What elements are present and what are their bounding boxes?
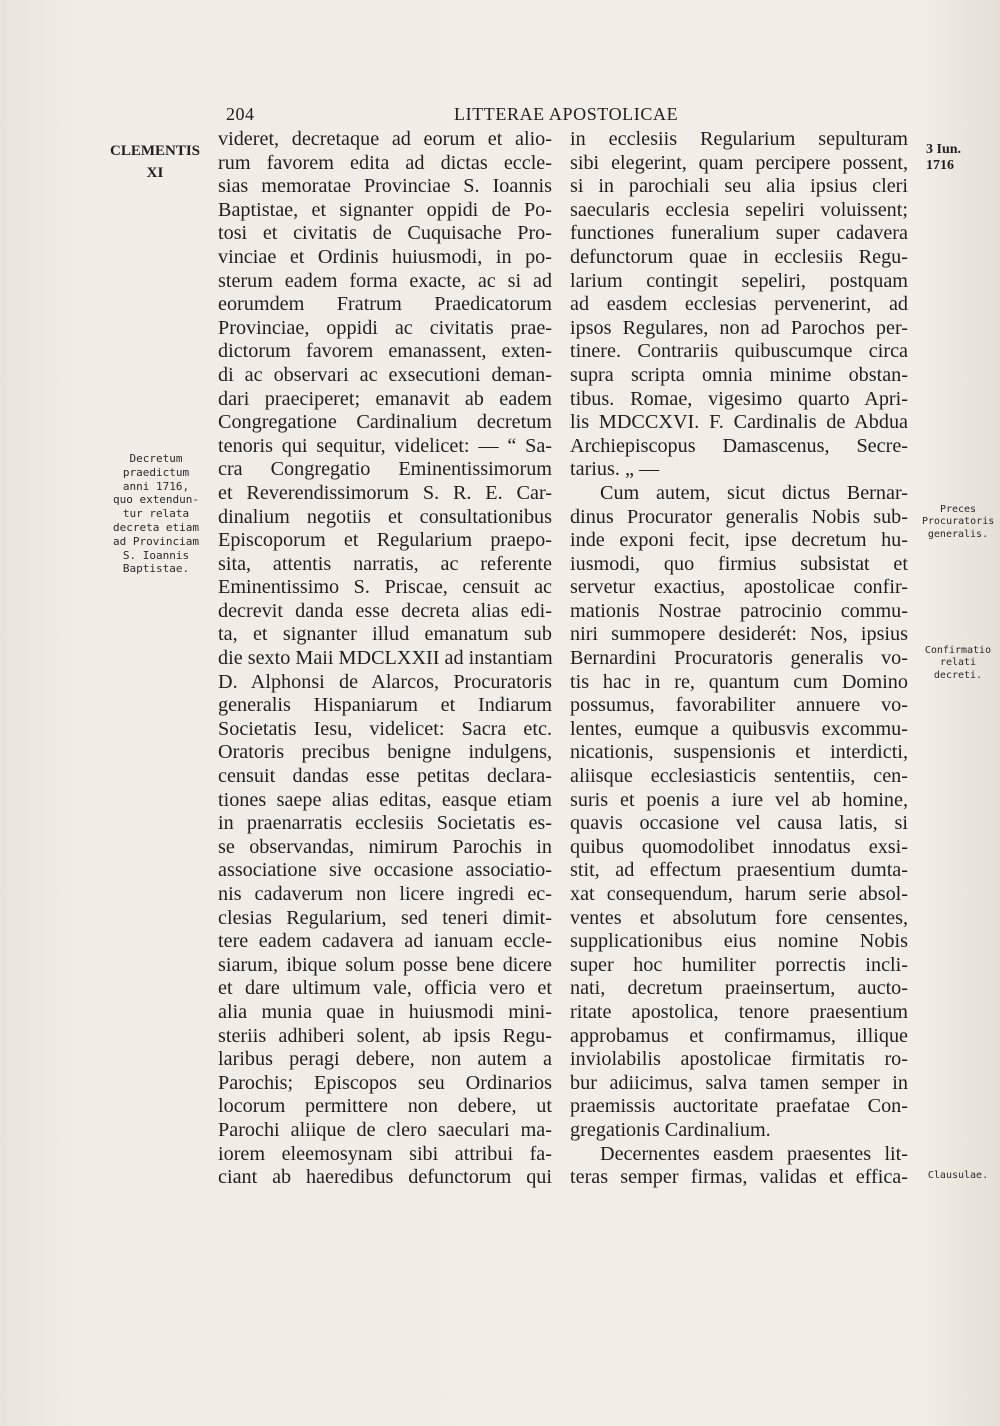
text-line: aliisque ecclesiasticis sententiis, cen- <box>570 765 908 788</box>
note-line: Procuratoris <box>922 516 995 528</box>
text-line: videret, decretaque ad eorum et alio- <box>218 128 552 150</box>
text-line: dinus Procurator generalis Nobis sub- <box>570 505 908 528</box>
text-line: Decernentes easdem praesentes lit- <box>600 1142 908 1165</box>
text-line: di ac observari ac exsecutioni deman- <box>218 363 552 386</box>
text-line: iusmodi, quo firmius subsistat et <box>570 552 908 575</box>
text-line: censuit dandas esse petitas declara- <box>218 765 552 788</box>
text-line: sias memoratae Provinciae S. Ioannis <box>218 175 552 198</box>
left-marginal-note <box>100 452 212 576</box>
note-line: Baptistae. <box>122 562 190 576</box>
text-line: in ecclesiis Regularium sepulturam <box>570 128 908 150</box>
text-line: locorum permittere non debere, ut <box>218 1095 552 1118</box>
text-line: possumus, favorabiliter annuere vo- <box>570 694 908 717</box>
text-line: eorumdem Fratrum Praedicatorum <box>218 293 552 316</box>
text-line: supra scripta omnia minime obstan- <box>570 363 908 386</box>
text-line: laribus peragi debere, non autem a <box>218 1048 552 1071</box>
text-line: dari praeciperet; emanavit ab eadem <box>218 387 552 410</box>
text-line: ipsos Regulares, non ad Parochos per- <box>570 316 908 339</box>
text-line: iorem eleemosynam sibi attribui fa- <box>218 1142 552 1165</box>
right-text-column <box>570 128 908 1190</box>
note-line: generalis. <box>927 528 989 540</box>
note-line: relati decreti. <box>933 657 983 681</box>
pope-name: CLEMENTIS <box>109 143 201 159</box>
text-line: et Reverendissimorum S. R. E. Car- <box>218 481 552 504</box>
text-line: mationis Nostrae patrocinio commu- <box>570 599 908 622</box>
text-line: si in parochiali seu alia ipsius cleri <box>570 175 908 198</box>
text-line: Parochis; Episcopos seu Ordinarios <box>218 1071 552 1094</box>
text-line: inviolabilis apostolicae firmitatis ro- <box>570 1048 908 1071</box>
text-line: ritate apostolica, tenore praesentium <box>570 1000 908 1023</box>
text-line: sita, attentis narratis, ac referente <box>218 552 552 575</box>
text-line: Baptistae, et signanter oppidi de Po- <box>218 198 552 221</box>
text-line: tenoris qui sequitur, videlicet: — “ Sa- <box>218 434 552 457</box>
text-line: supplicationibus eius nomine Nobis <box>570 930 908 953</box>
date-marginal: 3 Iun. 1716 <box>926 142 962 173</box>
text-line: xat consequendum, harum serie absol- <box>570 883 908 905</box>
note-line: Decretum <box>129 452 183 465</box>
text-line: tosi et civitatis de Cuquisache Pro- <box>218 222 552 245</box>
text-line: tibus. Romae, vigesimo quarto Apri- <box>570 387 908 410</box>
text-line: bur adiicimus, salva tamen semper in <box>570 1071 908 1094</box>
text-line: se observandas, nimirum Parochis in <box>218 835 552 858</box>
text-line: ta, et signanter illud emanatum sub <box>218 623 552 646</box>
text-line: ciant ab haeredibus defunctorum qui <box>218 1166 552 1189</box>
text-line: Provinciae, oppidi ac civitatis prae- <box>218 316 552 339</box>
text-line: Eminentissimo S. Priscae, censuit ac <box>218 576 552 599</box>
note-line: decreta etiam <box>112 520 200 534</box>
text-line: in praenarratis ecclesiis Societatis es- <box>218 812 552 835</box>
text-line: et dare ultimum vale, officia vero et <box>218 977 552 1000</box>
text-line: generalis Hispaniarum et Indiarum <box>218 694 552 717</box>
text-line: Episcoporum et Regularium praepo- <box>218 529 552 552</box>
text-line: Archiepiscopus Damascenus, Secre- <box>570 434 908 457</box>
text-line: suris et poenis a iure vel ab homine, <box>570 788 908 811</box>
text-line: Congregatione Cardinalium decretum <box>218 411 552 434</box>
right-note-confirmatio <box>922 645 994 682</box>
pope-marginal-heading <box>106 140 204 184</box>
text-line: gregationis Cardinalium. <box>570 1118 771 1141</box>
text-line: rum favorem edita ad dictas eccle- <box>218 151 552 174</box>
text-line: ventes et absolutum fore censentes, <box>570 906 908 929</box>
text-line: Bernardini Procuratoris generalis vo- <box>570 647 908 670</box>
text-line: dinalium negotiis et consultationibus <box>218 505 552 528</box>
text-line: Cum autem, sicut dictus Bernar- <box>600 481 908 504</box>
left-text-column <box>218 128 552 1190</box>
note-line: quo extendun- <box>112 493 200 507</box>
text-line: dictorum favorem emanassent, exten- <box>218 340 552 363</box>
text-line: approbamus et confirmamus, illique <box>570 1024 908 1047</box>
text-line: die sexto Maii MDCLXXII ad instantiam <box>218 647 553 670</box>
text-line: quavis occasione vel causa latis, si <box>570 812 908 835</box>
text-line: siarum, ibique solum posse bene dicere <box>218 953 552 976</box>
pope-number: XI <box>146 165 164 181</box>
text-line: decrevit danda esse decreta alias edi- <box>218 599 552 622</box>
text-line: Parochi aliique de clero saeculari ma- <box>218 1118 552 1141</box>
text-line: cra Congregatio Eminentissimorum <box>218 458 552 481</box>
right-note-clausulae <box>922 1170 994 1182</box>
text-line: saecularis ecclesia sepeliri voluissent; <box>570 198 908 221</box>
text-line: vinciae et Ordinis huiusmodi, in po- <box>218 245 552 268</box>
text-line: tiones saepe alias editas, easque etiam <box>218 788 552 811</box>
note-line: Confirmatio <box>924 645 992 656</box>
text-line: clesias Regularium, sed teneri dimit- <box>218 906 552 929</box>
text-line: Societatis Iesu, videlicet: Sacra etc. <box>218 717 552 740</box>
text-line: associatione sive occasione associatio- <box>218 859 552 882</box>
note-line: S. Ioannis <box>122 548 190 562</box>
note-line: ad Provinciam <box>112 534 200 548</box>
text-line: quibus quomodolibet innodatus exsi- <box>570 835 908 858</box>
note-line: praedictum <box>122 465 190 479</box>
text-line: niri summopere desiderét: Nos, ipsius <box>570 623 908 646</box>
note-line: Preces <box>939 504 977 515</box>
text-line: servetur exactius, apostolicae confir- <box>570 576 908 599</box>
note-line: Clausulae. <box>927 1170 989 1181</box>
text-line: alia munia quae in huiusmodi mini- <box>218 1000 552 1023</box>
text-line: teras semper firmas, validas et effica- <box>570 1166 908 1189</box>
text-line: defunctorum quae in ecclesiis Regu- <box>570 245 908 268</box>
text-line: tis hac in re, quantum cum Domino <box>570 670 908 693</box>
text-line: tarius. „ — <box>570 458 660 481</box>
text-line: steriis adhiberi solent, ab ipsis Regu- <box>218 1024 552 1047</box>
text-line: functiones funeralium super cadavera <box>570 222 908 245</box>
text-line: inde exponi fecit, ipse decretum hu- <box>570 529 908 552</box>
running-title: LITTERAE APOSTOLICAE <box>454 104 679 124</box>
text-line: super hoc humiliter porrectis incli- <box>570 953 908 976</box>
text-line: tinere. Contrariis quibuscumque circa <box>570 340 908 363</box>
text-line: D. Alphonsi de Alarcos, Procuratoris <box>218 670 552 693</box>
text-line: larium contingit sepeliri, postquam <box>570 269 908 292</box>
note-line: tur relata <box>122 507 190 521</box>
text-line: tere eadem cadavera ad ianuam eccle- <box>218 930 552 953</box>
text-line: sterum eadem forma exacte, ac si ad <box>218 269 552 292</box>
text-line: stit, ad effectum praesentium dumta- <box>570 859 908 882</box>
text-line: Oratoris precibus benigne indulgens, <box>218 741 552 764</box>
text-line: nis cadaverum non licere ingredi ec- <box>218 883 552 905</box>
text-line: praemissis auctoritate praefatae Con- <box>570 1095 908 1118</box>
text-line: nati, decretum praeinsertum, aucto- <box>570 977 908 1000</box>
text-line: lentes, eumque a quibusvis excommu- <box>570 717 908 740</box>
text-line: sibi elegerint, quam percipere possent, <box>570 151 908 174</box>
note-line: anni 1716, <box>122 479 190 493</box>
text-line: nicationis, suspensionis et interdicti, <box>570 741 908 764</box>
text-line: lis MDCCXVI. F. Cardinalis de Abdua <box>570 411 908 434</box>
text-line: ad easdem ecclesias pervenerint, ad <box>570 293 908 316</box>
right-note-preces <box>922 504 994 541</box>
page-number: 204 <box>226 104 255 124</box>
